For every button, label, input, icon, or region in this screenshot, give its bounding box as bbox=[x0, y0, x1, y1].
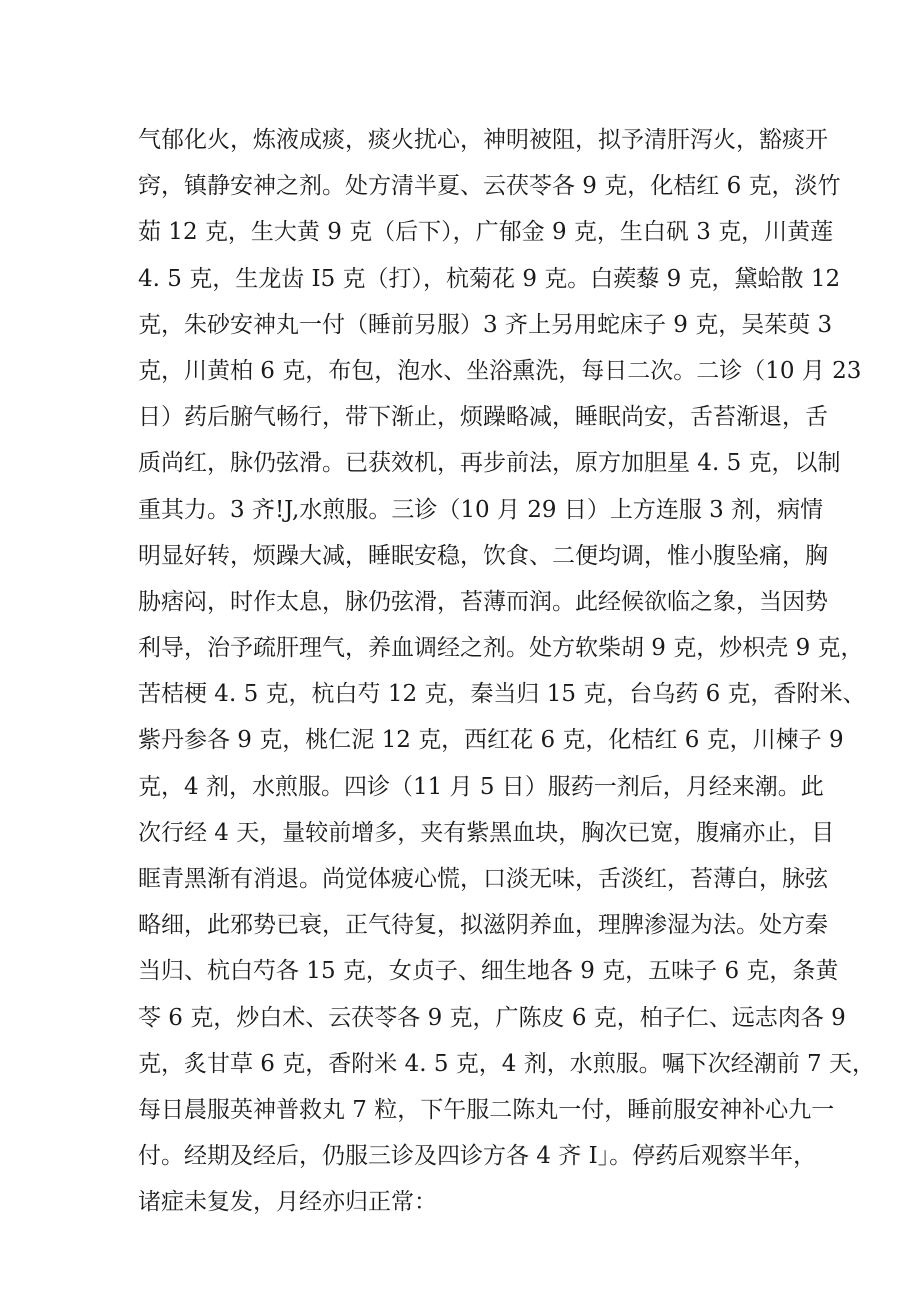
text-line: 略细，此邪势已衰，正气待复，拟滋阴养血，理脾渗湿为法。处方秦 bbox=[138, 912, 828, 939]
text-line: 茹 12 克，生大黄 9 克（后下），广郁金 9 克，生白矾 3 克，川黄莲 bbox=[138, 219, 834, 246]
text-line: 质尚红，脉仍弦滑。已获效机，再步前法，原方加胆星 4. 5 克，以制 bbox=[138, 450, 841, 477]
text-line: 日）药后腑气畅行，带下渐止，烦躁略减，睡眠尚安，舌苔渐退，舌 bbox=[138, 404, 828, 431]
text-line: 苦桔梗 4. 5 克，杭白芍 12 克，秦当归 15 克，台乌药 6 克，香附米、 bbox=[138, 681, 866, 708]
text-line: 付。经期及经后，仍服三诊及四诊方各 4 齐 I」。停药后观察半年， bbox=[138, 1143, 817, 1170]
text-line: 窍，镇静安神之剂。处方清半夏、云茯苓各 9 克，化桔红 6 克，淡竹 bbox=[138, 173, 841, 200]
text-line: 利导，治予疏肝理气，养血调经之剂。处方软柴胡 9 克，炒枳壳 9 克， bbox=[138, 635, 864, 662]
text-line: 每日晨服英神普救丸 7 粒，下午服二陈丸一付，睡前服安神补心九一 bbox=[138, 1096, 835, 1123]
text-line: 胁痞闷，时作太息，脉仍弦滑，苔薄而润。此经候欲临之象，当因势 bbox=[138, 588, 828, 615]
text-line: 紫丹参各 9 克，桃仁泥 12 克，西红花 6 克，化桔红 6 克，川楝子 9 bbox=[138, 727, 844, 754]
text-line: 次行经 4 天，量较前增多，夹有紫黑血块，胸次已宽，腹痛亦止，目 bbox=[138, 819, 835, 846]
text-line: 苓 6 克，炒白术、云茯苓各 9 克，广陈皮 6 克，柏子仁、远志肉各 9 bbox=[138, 1004, 846, 1031]
body-text bbox=[138, 117, 875, 1226]
text-line: 当归、杭白芍各 15 克，女贞子、细生地各 9 克，五味子 6 克，条黄 bbox=[138, 958, 839, 985]
text-line: 气郁化火，炼液成痰，痰火扰心，神明被阻，拟予清肝泻火，豁痰开 bbox=[138, 127, 828, 153]
text-line: 克，川黄柏 6 克，布包，泡水、坐浴熏洗，每日二次。二诊（10 月 23 bbox=[138, 357, 862, 384]
text-line: 4. 5 克，生龙齿 I5 克（打），杭菊花 9 克。白蒺藜 9 克，黛蛤散 12 bbox=[138, 265, 841, 292]
text-line: 重其力。3 齐!J,水煎服。三诊（10 月 29 日）上方连服 3 剂，病情 bbox=[138, 496, 824, 523]
text-line: 克，4 剂，水煎服。四诊（11 月 5 日）服药一剂后，月经来潮。此 bbox=[138, 773, 824, 800]
text-line: 明显好转，烦躁大减，睡眠安稳，饮食、二便均调，惟小腹坠痛，胸 bbox=[138, 542, 828, 569]
text-line: 克，朱砂安神丸一付（睡前另服）3 齐上另用蛇床子 9 克，吴茱萸 3 bbox=[138, 311, 833, 338]
text-line: 眶青黑渐有消退。尚觉体疲心慌，口淡无味，舌淡红，苔薄白，脉弦 bbox=[138, 866, 828, 892]
text-line: 诸症未复发，月经亦归正常： bbox=[138, 1189, 437, 1216]
text-line: 克，炙甘草 6 克，香附米 4. 5 克，4 剂，水煎服。嘱下次经潮前 7 天， bbox=[138, 1050, 875, 1077]
